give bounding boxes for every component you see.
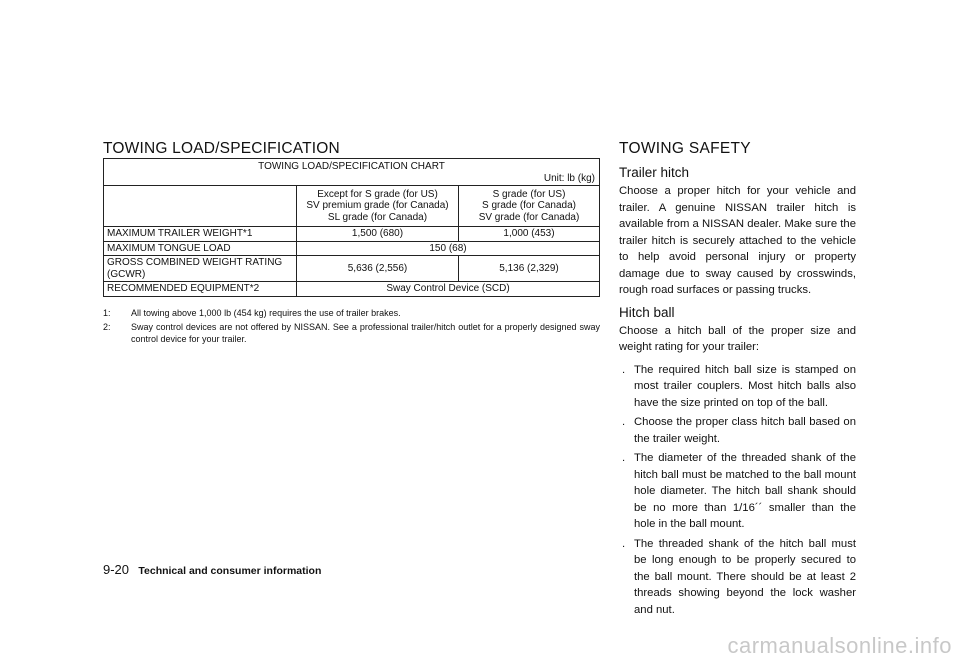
hitch-ball-intro: Choose a hitch ball of the proper size and weight rating for your trailer: [619, 324, 856, 353]
bullet-mark: . [622, 537, 626, 550]
trailer-hitch-text: Choose a proper hitch for your vehicle and trailer. A genuine NISSAN trailer hitch is available from a NISSAN dealer. Make sure the trailer hitch is securely attached to the vehicle to help avoid personal injury or property damage due to sway caused by crosswinds, rough road surfaces or passing trucks. [619, 185, 856, 296]
right-section-heading: TOWING SAFETY [619, 140, 751, 157]
row-value-merged: 150 (68) [297, 241, 600, 256]
list-item [619, 414, 856, 447]
row-value-merged: Sway Control Device (SCD) [297, 282, 600, 297]
hitch-ball-heading: Hitch ball [619, 304, 675, 320]
footnote-text: Sway control devices are not offered by NISSAN. See a professional trailer/hitch outlet for a properly designed sway control device for your trailer. [131, 322, 600, 344]
grade-header-col1 [297, 186, 459, 227]
grade-header-line: SV premium grade (for Canada) [306, 200, 449, 212]
row-value: 5,136 (2,329) [459, 256, 600, 282]
grade-header-line: S grade (for US) [492, 188, 566, 200]
bullet-text: The required hitch ball size is stamped on most trailer couplers. Most hitch balls also have the size printed on top of the ball. [634, 363, 856, 409]
chart-title: TOWING LOAD/SPECIFICATION CHART [258, 161, 445, 172]
trailer-hitch-heading: Trailer hitch [619, 165, 690, 180]
list-item [619, 536, 856, 619]
empty-header-cell [104, 186, 297, 227]
row-label: RECOMMENDED EQUIPMENT*2 [104, 282, 297, 297]
list-item [619, 450, 856, 533]
bullet-mark: . [622, 363, 626, 376]
table-row [104, 282, 600, 297]
footnote [103, 321, 600, 345]
table-row [104, 227, 600, 242]
page-number: 9-20 [103, 562, 130, 577]
row-label: GROSS COMBINED WEIGHT RATING (GCWR) [104, 256, 297, 282]
left-section-heading: TOWING LOAD/SPECIFICATION [103, 140, 340, 157]
bullet-mark: . [622, 416, 626, 428]
row-label: MAXIMUM TONGUE LOAD [104, 241, 297, 256]
footnote-number: 2: [103, 322, 111, 332]
footnotes [103, 307, 600, 347]
footnote-number: 1: [103, 308, 111, 318]
page-footer [103, 562, 321, 577]
row-value: 1,500 (680) [297, 227, 459, 242]
row-label: MAXIMUM TRAILER WEIGHT*1 [104, 227, 297, 242]
table-row [104, 241, 600, 256]
bullet-text: The diameter of the threaded shank of the hitch ball must be matched to the ball mount hole diameter. The hitch ball shank should be no more than 1/16´´ smaller than the hole in the ball mount. [634, 452, 856, 530]
unit-label: Unit: lb (kg) [543, 172, 595, 184]
row-value: 1,000 (453) [459, 227, 600, 242]
section-title: Technical and consumer information [138, 565, 322, 577]
grade-header-line: SV grade (for Canada) [478, 211, 580, 223]
grade-header-line: S grade (for Canada) [482, 200, 576, 212]
watermark: carmanualsonline.info [727, 633, 952, 658]
footnote-text: All towing above 1,000 lb (454 kg) requires the use of trailer brakes. [131, 308, 401, 318]
towing-safety-section [619, 140, 856, 621]
row-value: 5,636 (2,556) [297, 256, 459, 282]
table-row [104, 256, 600, 282]
grade-header-line: Except for S grade (for US) [317, 188, 438, 200]
list-item [619, 362, 856, 412]
bullet-text: The threaded shank of the hitch ball must be long enough to be properly secured to the ball mount. There should be at least 2 threads showing beyond the lock washer and nut. [634, 537, 856, 616]
towing-spec-table [103, 158, 600, 297]
grade-header-line: SL grade (for Canada) [327, 211, 428, 223]
chart-title-cell [104, 159, 600, 186]
grade-header-col2 [459, 186, 600, 227]
bullet-mark: . [622, 452, 626, 464]
bullet-text: Choose the proper class hitch ball based on the trailer weight. [634, 416, 856, 445]
footnote [103, 307, 600, 319]
